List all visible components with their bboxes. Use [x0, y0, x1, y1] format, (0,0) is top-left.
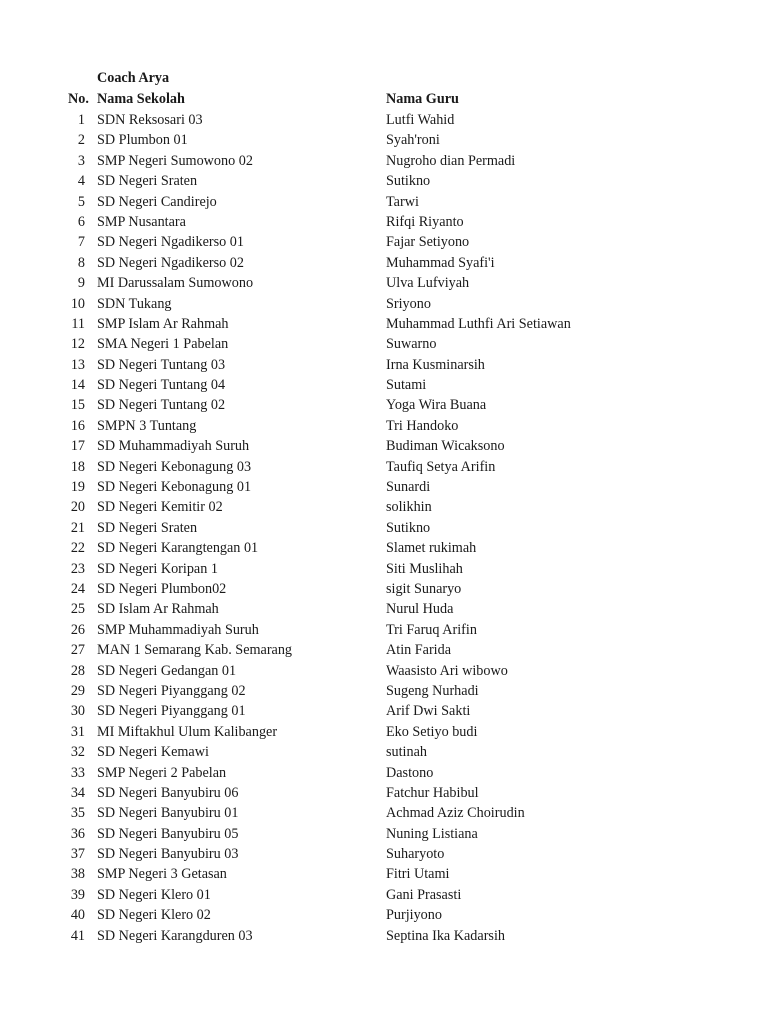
- school-name: SMP Nusantara: [97, 213, 186, 230]
- row-number: 25: [70, 601, 85, 618]
- teacher-name: Sutikno: [386, 519, 431, 536]
- row-number: 15: [70, 397, 85, 414]
- school-name: SMP Muhammadiyah Suruh: [97, 621, 259, 638]
- table-row: [0, 538, 768, 558]
- row-number: 19: [70, 479, 85, 496]
- table-row: [0, 192, 768, 212]
- school-name: SDN Reksosari 03: [97, 112, 203, 128]
- teacher-name: Fajar Setiyono: [386, 234, 470, 251]
- table-row: [0, 110, 768, 130]
- teacher-name: Muhammad Luthfi Ari Setiawan: [386, 315, 571, 332]
- row-number: 9: [77, 275, 85, 292]
- table-row: [0, 701, 768, 721]
- table-row: [0, 497, 768, 517]
- row-number: 3: [77, 152, 85, 169]
- coach-row: [0, 68, 768, 89]
- school-name: SD Negeri Kemawi: [97, 744, 209, 761]
- school-name: SMP Negeri 3 Getasan: [97, 866, 227, 883]
- teacher-name: Slamet rukimah: [386, 540, 477, 557]
- table-row: [0, 640, 768, 660]
- school-name: SD Negeri Kebonagung 01: [97, 479, 252, 496]
- school-name: SMPN 3 Tuntang: [97, 417, 197, 434]
- row-number: 28: [70, 662, 85, 679]
- school-name: SD Negeri Piyanggang 01: [97, 703, 246, 720]
- teacher-name: Purjiyono: [386, 907, 442, 924]
- table-row: [0, 130, 768, 150]
- table-row: [0, 436, 768, 456]
- teacher-name: Tri Faruq Arifin: [386, 621, 477, 638]
- table-row: [0, 212, 768, 232]
- school-name: SD Negeri Kebonagung 03: [97, 458, 252, 475]
- school-name: SD Negeri Tuntang 03: [97, 356, 226, 373]
- table-row: [0, 620, 768, 640]
- teacher-name: Tarwi: [386, 193, 419, 210]
- teacher-name: Sugeng Nurhadi: [386, 682, 479, 699]
- row-number: 38: [70, 866, 85, 883]
- row-number: 16: [70, 417, 85, 434]
- school-name: SD Negeri Klero 01: [97, 886, 211, 903]
- table-row: [0, 457, 768, 477]
- row-number: 20: [70, 499, 85, 516]
- teacher-name: Taufiq Setya Arifin: [386, 458, 496, 475]
- school-name: SD Negeri Banyubiru 03: [97, 846, 239, 863]
- row-number: 39: [70, 886, 85, 903]
- teacher-name: Syah'roni: [386, 132, 440, 149]
- teacher-name: Sunardi: [386, 479, 431, 496]
- teacher-name: Arif Dwi Sakti: [386, 703, 471, 720]
- teacher-name: Ulva Lufviyah: [386, 275, 470, 292]
- teacher-name: Septina Ika Kadarsih: [386, 927, 505, 944]
- row-number: 11: [71, 315, 85, 332]
- row-number: 29: [70, 682, 85, 699]
- school-name: SD Negeri Ngadikerso 01: [97, 234, 244, 251]
- coach-label: Coach Arya: [97, 70, 170, 86]
- teacher-name: solikhin: [386, 499, 432, 516]
- school-name: MAN 1 Semarang Kab. Semarang: [97, 642, 293, 659]
- teacher-name: Eko Setiyo budi: [386, 723, 478, 740]
- row-number: 26: [70, 621, 85, 638]
- table-header: [0, 89, 768, 110]
- teacher-name: Fitri Utami: [386, 866, 450, 883]
- teacher-list-sheet: [0, 68, 768, 946]
- table-row: [0, 375, 768, 395]
- table-row: [0, 599, 768, 619]
- school-name: SD Negeri Gedangan 01: [97, 662, 237, 679]
- table-row: [0, 844, 768, 864]
- teacher-name: Achmad Aziz Choirudin: [386, 805, 525, 822]
- school-name: SD Negeri Sraten: [97, 173, 198, 190]
- table-row: [0, 905, 768, 925]
- column-header-teacher: Nama Guru: [386, 91, 459, 107]
- school-name: SD Negeri Koripan 1: [97, 560, 218, 577]
- school-name: SD Negeri Ngadikerso 02: [97, 254, 244, 271]
- table-row: [0, 926, 768, 946]
- teacher-name: Suharyoto: [386, 846, 445, 863]
- table-row: [0, 151, 768, 171]
- table-row: [0, 395, 768, 415]
- school-name: SD Negeri Sraten: [97, 519, 198, 536]
- school-name: SD Negeri Karangtengan 01: [97, 540, 259, 557]
- school-name: SD Islam Ar Rahmah: [97, 601, 219, 618]
- row-number: 4: [77, 173, 85, 190]
- teacher-name: Siti Muslihah: [386, 560, 463, 577]
- row-number: 14: [70, 377, 85, 394]
- row-number: 37: [70, 846, 85, 863]
- school-name: SD Negeri Tuntang 04: [97, 377, 226, 394]
- row-number: 41: [70, 927, 85, 944]
- row-number: 35: [70, 805, 85, 822]
- school-name: SMA Negeri 1 Pabelan: [97, 336, 229, 353]
- teacher-name: Budiman Wicaksono: [386, 438, 505, 455]
- school-name: SD Negeri Klero 02: [97, 907, 211, 924]
- row-number: 27: [70, 642, 85, 659]
- row-number: 23: [70, 560, 85, 577]
- row-number: 34: [70, 784, 85, 801]
- teacher-name: Rifqi Riyanto: [386, 213, 464, 230]
- row-number: 30: [70, 703, 85, 720]
- table-row: [0, 722, 768, 742]
- teacher-name: Atin Farida: [386, 642, 452, 659]
- school-name: SD Negeri Banyubiru 01: [97, 805, 239, 822]
- teacher-name: Tri Handoko: [386, 417, 459, 434]
- row-number: 18: [70, 458, 85, 475]
- row-number: 17: [70, 438, 85, 455]
- row-number: 36: [70, 825, 85, 842]
- school-name: SD Negeri Plumbon02: [97, 580, 227, 597]
- column-header-no: No.: [68, 91, 89, 107]
- teacher-name: Nugroho dian Permadi: [386, 152, 516, 169]
- row-number: 6: [77, 213, 85, 230]
- school-name: SDN Tukang: [97, 295, 172, 312]
- teacher-name: Sutami: [386, 377, 427, 394]
- row-number: 40: [70, 907, 85, 924]
- table-row: [0, 864, 768, 884]
- teacher-name: Dastono: [386, 764, 434, 781]
- school-name: SMP Negeri 2 Pabelan: [97, 764, 227, 781]
- row-number: 8: [77, 254, 85, 271]
- row-number: 1: [77, 112, 85, 128]
- teacher-name: sutinah: [386, 744, 427, 761]
- column-header-school: Nama Sekolah: [97, 91, 185, 107]
- table-row: [0, 559, 768, 579]
- teacher-name: Sriyono: [386, 295, 431, 312]
- school-name: SD Negeri Piyanggang 02: [97, 682, 246, 699]
- table-row: [0, 783, 768, 803]
- row-number: 2: [77, 132, 85, 149]
- table-row: [0, 314, 768, 334]
- teacher-name: Irna Kusminarsih: [386, 356, 485, 373]
- table-row: [0, 273, 768, 293]
- table-row: [0, 518, 768, 538]
- teacher-name: Suwarno: [386, 336, 437, 353]
- table-row: [0, 824, 768, 844]
- teacher-name: Nurul Huda: [386, 601, 454, 618]
- table-row: [0, 171, 768, 191]
- table-row: [0, 253, 768, 273]
- school-name: SD Muhammadiyah Suruh: [97, 438, 250, 455]
- teacher-name: Gani Prasasti: [386, 886, 462, 903]
- table-row: [0, 885, 768, 905]
- table-row: [0, 294, 768, 314]
- row-number: 31: [70, 723, 85, 740]
- table-row: [0, 334, 768, 354]
- row-number: 22: [70, 540, 85, 557]
- table-row: [0, 355, 768, 375]
- row-number: 24: [70, 580, 85, 597]
- table-row: [0, 579, 768, 599]
- table-row: [0, 681, 768, 701]
- row-number: 13: [70, 356, 85, 373]
- table-row: [0, 232, 768, 252]
- school-name: SMP Islam Ar Rahmah: [97, 315, 229, 332]
- row-number: 32: [70, 744, 85, 761]
- school-name: SD Negeri Candirejo: [97, 193, 217, 210]
- row-number: 10: [70, 295, 85, 312]
- school-name: SD Negeri Banyubiru 06: [97, 784, 239, 801]
- teacher-name: Nuning Listiana: [386, 825, 478, 842]
- teacher-name: Yoga Wira Buana: [386, 397, 487, 414]
- teacher-name: Fatchur Habibul: [386, 784, 479, 801]
- row-number: 5: [77, 193, 85, 210]
- row-number: 7: [77, 234, 85, 251]
- table-body: [0, 110, 768, 946]
- teacher-name: Sutikno: [386, 173, 431, 190]
- table-row: [0, 742, 768, 762]
- school-name: SD Negeri Karangduren 03: [97, 927, 253, 944]
- teacher-name: Lutfi Wahid: [386, 112, 455, 128]
- teacher-name: sigit Sunaryo: [386, 580, 462, 597]
- school-name: SD Negeri Kemitir 02: [97, 499, 223, 516]
- school-name: MI Miftakhul Ulum Kalibanger: [97, 723, 278, 740]
- row-number: 33: [70, 764, 85, 781]
- school-name: MI Darussalam Sumowono: [97, 275, 254, 292]
- row-number: 12: [70, 336, 85, 353]
- school-name: SMP Negeri Sumowono 02: [97, 152, 253, 169]
- school-name: SD Plumbon 01: [97, 132, 188, 149]
- table-row: [0, 661, 768, 681]
- teacher-name: Waasisto Ari wibowo: [386, 662, 508, 679]
- row-number: 21: [70, 519, 85, 536]
- teacher-name: Muhammad Syafi'i: [386, 254, 495, 271]
- school-name: SD Negeri Tuntang 02: [97, 397, 226, 414]
- table-row: [0, 477, 768, 497]
- table-row: [0, 763, 768, 783]
- table-row: [0, 803, 768, 823]
- table-row: [0, 416, 768, 436]
- school-name: SD Negeri Banyubiru 05: [97, 825, 239, 842]
